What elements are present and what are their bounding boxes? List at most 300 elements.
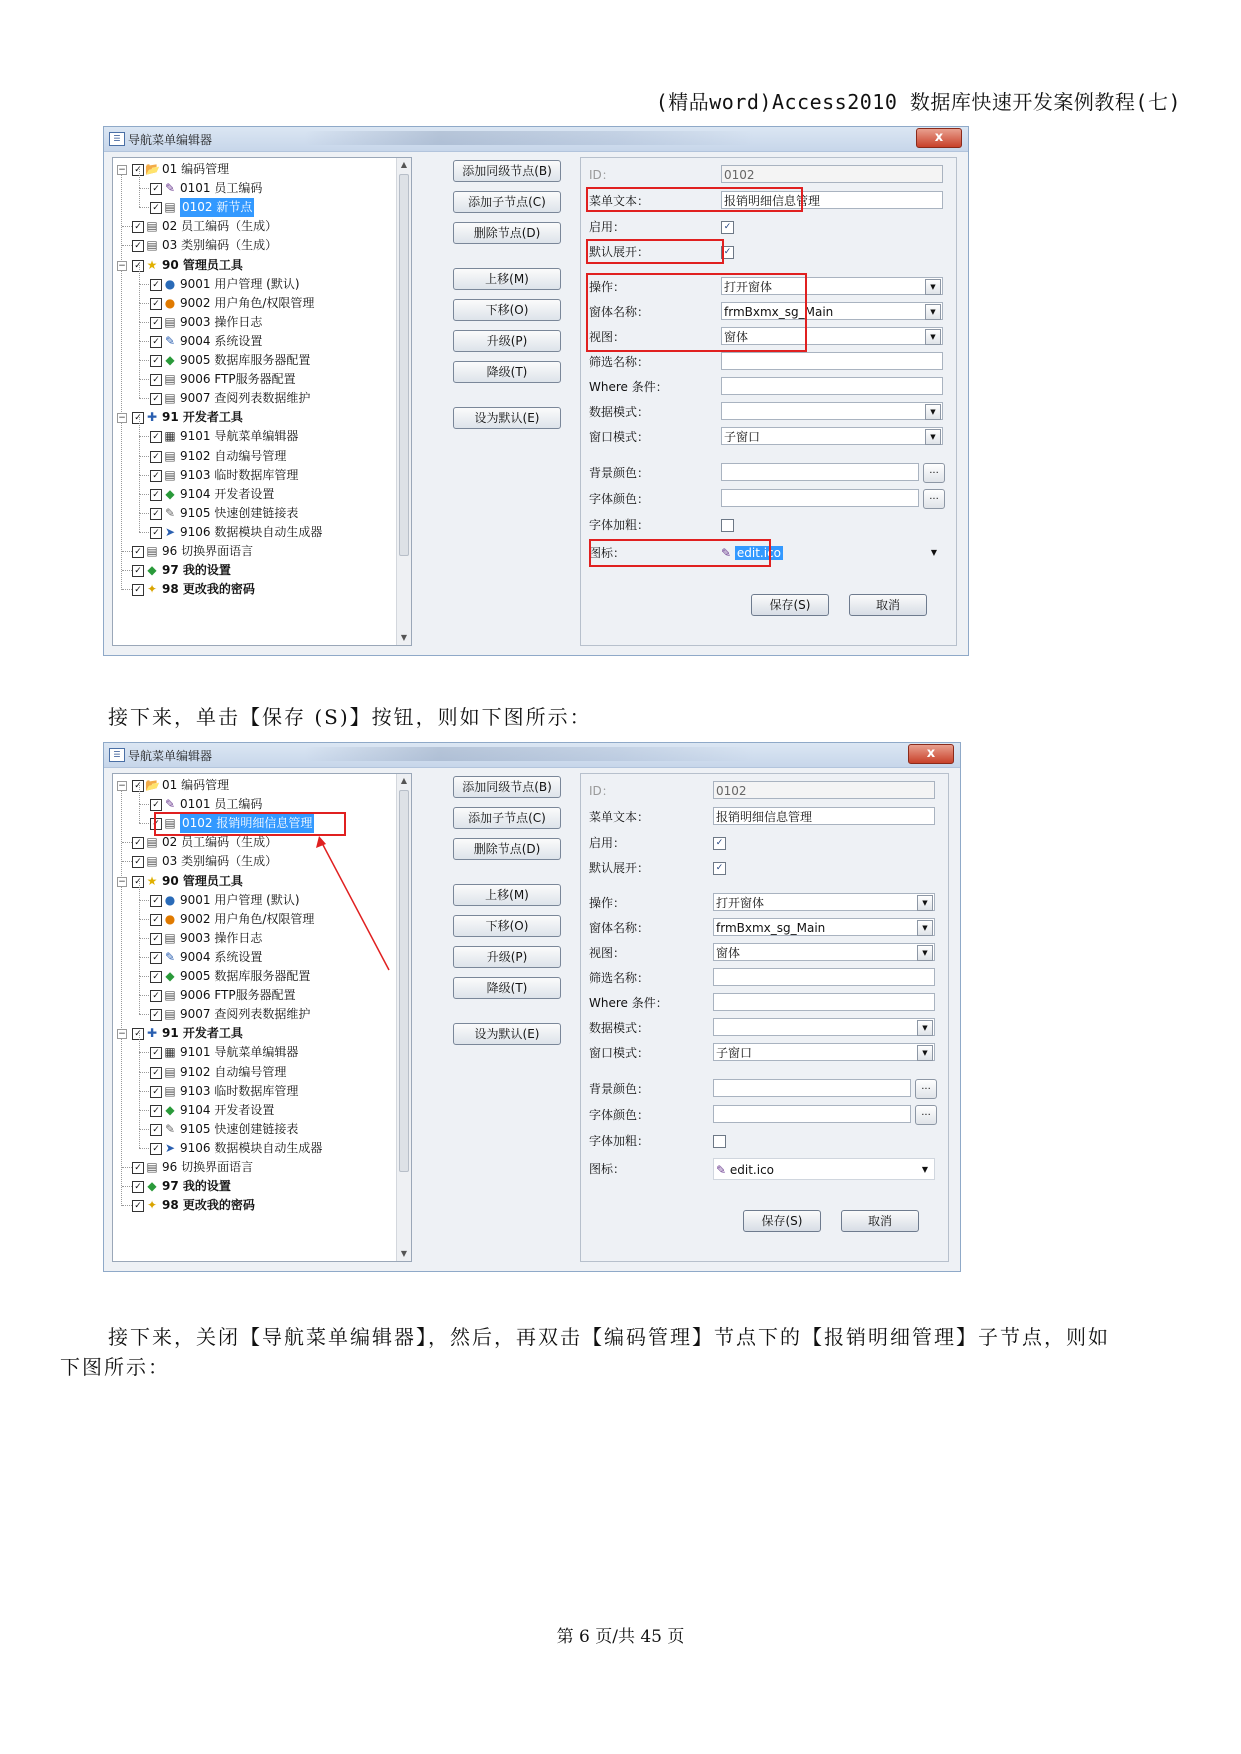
icon-select[interactable] [721, 542, 943, 564]
node-checkbox[interactable]: ✓ [132, 1028, 144, 1040]
close-button[interactable]: x [908, 744, 954, 764]
fontcolor-field[interactable] [713, 1105, 911, 1123]
set-default-button[interactable]: 设为默认(E) [453, 407, 561, 429]
edit-pencil-icon: ✎ [716, 1163, 727, 1177]
chevron-down-icon[interactable]: ▼ [921, 1165, 928, 1174]
tree-node-label: 9101 导航菜单编辑器 [180, 429, 299, 444]
node-checkbox[interactable]: ✓ [132, 837, 144, 849]
nav-menu-editor-window-1 [103, 126, 969, 656]
bold-checkbox[interactable] [721, 519, 734, 532]
node-checkbox[interactable]: ✓ [150, 317, 162, 329]
tree-node[interactable] [113, 872, 393, 891]
document-icon: ▤ [164, 200, 176, 215]
tree-node[interactable] [113, 1082, 393, 1101]
fontcolor-label: 字体颜色： [589, 1108, 650, 1122]
tree-guide-line [139, 995, 140, 1014]
tree-guide-line [122, 1205, 132, 1206]
tree-guide-line [139, 341, 140, 360]
tree-node-label: 9104 开发者设置 [180, 486, 275, 501]
id-field[interactable]: 0102 [713, 781, 935, 799]
collapse-toggle-icon[interactable]: − [118, 260, 126, 271]
tree-node-label: 9103 临时数据库管理 [180, 467, 299, 482]
action-label: 操作： [589, 280, 626, 294]
scroll-down-arrow-icon[interactable]: ▼ [400, 1249, 408, 1258]
tree-node[interactable] [113, 1139, 393, 1158]
add-child-button[interactable]: 添加子节点(C) [453, 191, 561, 213]
document-icon: ▤ [164, 1064, 176, 1079]
tree-guide-line [139, 169, 140, 188]
tree-node[interactable] [113, 217, 393, 236]
tree-node-label: 01 编码管理 [162, 162, 230, 176]
instruction-paragraph-1: 接下来，单击【保存 (S)】按钮，则如下图所示： [108, 705, 592, 729]
tree-node[interactable] [113, 351, 393, 370]
tree-node[interactable] [113, 929, 393, 948]
scroll-down-arrow-icon[interactable]: ▼ [400, 633, 408, 642]
folder-icon: 📂 [145, 162, 160, 176]
tree-node[interactable] [113, 236, 393, 255]
tree-guide-line [139, 881, 140, 900]
expand-checkbox[interactable]: ✓ [713, 862, 726, 875]
node-checkbox[interactable]: ✓ [150, 355, 162, 367]
edit-pencil-icon: ✎ [721, 546, 732, 560]
datamode-label: 数据模式： [589, 405, 650, 419]
edit-pencil-icon: ✎ [164, 333, 176, 348]
fontcolor-ellipsis-button[interactable]: ... [915, 1105, 937, 1125]
form-name-select[interactable] [721, 302, 943, 320]
form-name-value: frmBxmx_sg_Main [716, 921, 826, 935]
title-blur [304, 747, 754, 761]
node-checkbox[interactable]: ✓ [150, 1067, 162, 1079]
tree-node[interactable] [113, 523, 393, 542]
tree-node[interactable] [113, 408, 393, 427]
promote-button[interactable]: 升级(P) [453, 946, 561, 968]
tree-node[interactable] [113, 1177, 393, 1196]
bold-checkbox[interactable] [713, 1135, 726, 1148]
action-select[interactable] [721, 277, 943, 295]
tree-node[interactable] [113, 833, 393, 852]
nav-menu-editor-window-2 [103, 742, 961, 1272]
tree-node[interactable] [113, 795, 393, 814]
set-default-button[interactable]: 设为默认(E) [453, 1023, 561, 1045]
node-checkbox[interactable]: ✓ [132, 584, 144, 596]
tree-node[interactable] [113, 332, 393, 351]
view-select[interactable] [721, 327, 943, 345]
node-checkbox[interactable]: ✓ [150, 914, 162, 926]
tree-node[interactable] [113, 1043, 393, 1062]
tree-guide-line [139, 1091, 140, 1110]
tree-node[interactable] [113, 485, 393, 504]
node-checkbox[interactable]: ✓ [150, 183, 162, 195]
tree-node[interactable] [113, 160, 393, 179]
tree-guide-line [139, 322, 140, 341]
node-checkbox[interactable]: ✓ [150, 1124, 162, 1136]
move-up-button[interactable]: 上移(M) [453, 884, 561, 906]
scroll-up-arrow-icon[interactable]: ▲ [400, 160, 408, 169]
collapse-toggle-icon[interactable]: − [118, 413, 126, 424]
tree-guide-line [139, 1053, 140, 1072]
save-button[interactable]: 保存(S) [743, 1210, 821, 1232]
node-checkbox[interactable]: ✓ [132, 780, 144, 792]
document-icon: ▤ [164, 314, 176, 329]
enabled-label: 启用： [589, 836, 626, 850]
bgcolor-field[interactable] [721, 463, 919, 481]
tree-node[interactable] [113, 542, 393, 561]
tree-guide-line [139, 475, 140, 494]
node-checkbox[interactable]: ✓ [150, 1086, 162, 1098]
action-value: 打开窗体 [724, 280, 773, 294]
add-sibling-button[interactable]: 添加同级节点(B) [453, 160, 561, 182]
node-checkbox[interactable]: ✓ [150, 1143, 162, 1155]
form-name-label: 窗体名称： [589, 921, 650, 935]
cancel-button[interactable]: 取消 [841, 1210, 919, 1232]
edit-pencil-icon: ✎ [164, 949, 176, 964]
star-icon: ★ [146, 873, 158, 888]
collapse-toggle-icon[interactable]: − [118, 876, 126, 887]
star-icon: ★ [146, 257, 158, 272]
tree-node[interactable] [113, 313, 393, 332]
expand-label: 默认展开： [589, 245, 650, 259]
close-button[interactable]: x [916, 128, 962, 148]
where-field[interactable] [713, 993, 935, 1011]
tree-node[interactable] [113, 427, 393, 446]
icon-label: 图标： [589, 1162, 626, 1176]
tree-node[interactable] [113, 776, 393, 795]
tree-guide-line [122, 245, 132, 246]
window-title: 导航菜单编辑器 [128, 749, 213, 763]
gear-icon: ◆ [165, 1102, 175, 1117]
node-checkbox[interactable]: ✓ [150, 990, 162, 1002]
collapse-toggle-icon[interactable]: − [118, 781, 126, 791]
tree-node-label: 9002 用户角色/权限管理 [180, 295, 315, 310]
tree-node[interactable] [113, 1101, 393, 1120]
menu-text-field[interactable]: 报销明细信息管理 [721, 191, 943, 209]
winmode-value: 子窗口 [724, 430, 761, 444]
delete-node-button[interactable]: 删除节点(D) [453, 838, 561, 860]
page-header: (精品word)Access2010 数据库快速开发案例教程(七) [655, 90, 1181, 114]
form-name-select[interactable] [713, 918, 935, 936]
tree-node[interactable] [113, 256, 393, 275]
tree-guide-line [139, 1110, 140, 1129]
instruction-paragraph-2-line-2: 下图所示： [60, 1355, 170, 1379]
tree-node-label: 9007 查阅列表数据维护 [180, 391, 311, 406]
tree-guide-line [139, 265, 140, 284]
demote-button[interactable]: 降级(T) [453, 977, 561, 999]
view-select[interactable] [713, 943, 935, 961]
instruction-paragraph-2-line-1: 接下来，关闭【导航菜单编辑器】，然后，再双击【编码管理】节点下的【报销明细管理】子节点，则如 [108, 1325, 1110, 1349]
tree-node[interactable] [113, 948, 393, 967]
arrow-icon: ➤ [164, 524, 176, 539]
node-checkbox[interactable]: ✓ [150, 451, 162, 463]
node-checkbox[interactable]: ✓ [132, 260, 144, 272]
chevron-down-icon[interactable]: ▼ [917, 895, 933, 911]
tree-scrollbar[interactable] [396, 158, 411, 645]
chevron-down-icon[interactable]: ▼ [917, 1045, 933, 1061]
node-checkbox[interactable]: ✓ [150, 279, 162, 291]
tree-node[interactable] [113, 891, 393, 910]
id-label: ID： [589, 168, 614, 182]
winmode-select[interactable] [721, 427, 943, 445]
node-checkbox[interactable]: ✓ [150, 1105, 162, 1117]
title-bar [104, 743, 960, 768]
node-checkbox[interactable]: ✓ [132, 164, 144, 176]
tree-node[interactable] [113, 986, 393, 1005]
tree-node-label: 9102 自动编号管理 [180, 1064, 287, 1079]
tree-guide-line [139, 360, 140, 379]
node-checkbox[interactable]: ✓ [150, 952, 162, 964]
tree-guide-line [139, 284, 140, 303]
tree-node-label: 9002 用户角色/权限管理 [180, 911, 315, 926]
datamode-select[interactable] [721, 402, 943, 420]
filter-label: 筛选名称： [589, 971, 650, 985]
tree-node-label: 02 员工编码（生成） [162, 219, 278, 234]
tree-node[interactable] [113, 814, 393, 833]
add-sibling-button[interactable]: 添加同级节点(B) [453, 776, 561, 798]
properties-panel [580, 157, 957, 646]
tree-node[interactable] [113, 504, 393, 523]
chevron-down-icon[interactable]: ▼ [917, 920, 933, 936]
node-checkbox[interactable]: ✓ [132, 1162, 144, 1174]
chevron-down-icon[interactable]: ▼ [925, 329, 941, 345]
scroll-thumb[interactable] [399, 790, 409, 1172]
node-checkbox[interactable]: ✓ [150, 336, 162, 348]
arrow-icon: ➤ [164, 1140, 176, 1155]
menu-text-field[interactable]: 报销明细信息管理 [713, 807, 935, 825]
tools-icon: ✚ [146, 410, 158, 425]
node-checkbox[interactable]: ✓ [132, 876, 144, 888]
node-checkbox[interactable]: ✓ [150, 374, 162, 386]
node-checkbox[interactable]: ✓ [132, 412, 144, 424]
form-name-value: frmBxmx_sg_Main [724, 305, 834, 319]
tree-node[interactable] [113, 389, 393, 408]
title-blur [304, 131, 754, 145]
view-label: 视图： [589, 946, 626, 960]
icon-value: edit.ico [736, 546, 782, 560]
tree-node[interactable] [113, 466, 393, 485]
tree-guide-line [122, 1167, 132, 1168]
node-checkbox[interactable]: ✓ [150, 298, 162, 310]
tree-node[interactable] [113, 179, 393, 198]
filter-label: 筛选名称： [589, 355, 650, 369]
gear-icon: ◆ [165, 353, 175, 367]
node-checkbox[interactable]: ✓ [132, 221, 144, 233]
user-icon: ● [164, 911, 176, 926]
chevron-down-icon[interactable]: ▼ [930, 548, 937, 557]
tree-guide-line [139, 494, 140, 513]
chevron-down-icon[interactable]: ▼ [917, 1020, 933, 1036]
tree-node-label: 98 更改我的密码 [162, 582, 255, 597]
tree-node[interactable] [113, 1158, 393, 1177]
properties-panel [580, 773, 949, 1262]
tree-guide-line [139, 188, 140, 207]
node-checkbox[interactable]: ✓ [132, 240, 144, 252]
chevron-down-icon[interactable]: ▼ [925, 404, 941, 420]
tree-node[interactable] [113, 1196, 393, 1215]
tree-node-label: 03 类别编码（生成） [162, 854, 278, 869]
document-icon: ▤ [146, 544, 158, 558]
tree-node[interactable] [113, 294, 393, 313]
collapse-toggle-icon[interactable]: − [118, 1029, 126, 1040]
document-icon: ▤ [164, 467, 176, 482]
save-button[interactable]: 保存(S) [751, 594, 829, 616]
document-icon: ▤ [164, 816, 176, 831]
tree-node-label: 90 管理员工具 [162, 873, 243, 888]
bgcolor-ellipsis-button[interactable]: ... [915, 1079, 937, 1099]
tree-guide-line [122, 226, 132, 227]
tree-node[interactable] [113, 910, 393, 929]
tree-node[interactable] [113, 1063, 393, 1082]
tree-node-label: 9101 导航菜单编辑器 [180, 1045, 299, 1060]
tree-node-label: 9005 数据库服务器配置 [180, 969, 311, 983]
tree-node[interactable] [113, 967, 393, 986]
tree-guide-line [122, 570, 132, 571]
node-checkbox[interactable]: ✓ [150, 470, 162, 482]
node-checkbox[interactable]: ✓ [150, 202, 162, 214]
tree-node-label: 9004 系统设置 [180, 333, 263, 348]
tree-guide-line [139, 303, 140, 322]
document-icon: ▤ [164, 930, 176, 945]
tree-node-label: 9102 自动编号管理 [180, 448, 287, 463]
tree-node[interactable] [113, 198, 393, 217]
node-checkbox[interactable]: ✓ [150, 799, 162, 811]
tree-node[interactable] [113, 580, 393, 599]
expand-checkbox[interactable]: ✓ [721, 246, 734, 259]
node-checkbox[interactable]: ✓ [150, 933, 162, 945]
tree-node-label: 9006 FTP服务器配置 [180, 988, 296, 1003]
chevron-down-icon[interactable]: ▼ [917, 945, 933, 961]
fontcolor-ellipsis-button[interactable]: ... [923, 489, 945, 509]
chevron-down-icon[interactable]: ▼ [925, 279, 941, 295]
where-field[interactable] [721, 377, 943, 395]
tree-guide-line [122, 1186, 132, 1187]
node-checkbox[interactable]: ✓ [150, 508, 162, 520]
tree-guide-line [139, 456, 140, 475]
document-icon: ▤ [146, 238, 158, 253]
document-icon: ▤ [146, 219, 158, 234]
tree-guide-line [139, 1129, 140, 1148]
edit-pencil-icon: ✎ [164, 797, 176, 812]
tree-guide-line [122, 842, 132, 843]
tools-icon: ✚ [146, 1026, 158, 1041]
window-title: 导航菜单编辑器 [128, 133, 213, 147]
icon-select[interactable] [713, 1158, 935, 1180]
tree-node-label: 9103 临时数据库管理 [180, 1083, 299, 1098]
view-label: 视图： [589, 330, 626, 344]
tree-node[interactable] [113, 370, 393, 389]
gear-icon: ◆ [147, 1179, 157, 1194]
edit-pencil-icon: ✎ [164, 505, 176, 520]
chevron-down-icon[interactable]: ▼ [925, 304, 941, 320]
tree-node[interactable] [113, 1024, 393, 1043]
node-checkbox[interactable]: ✓ [150, 431, 162, 443]
datamode-label: 数据模式： [589, 1021, 650, 1035]
id-field[interactable]: 0102 [721, 165, 943, 183]
tree-node-label: 9001 用户管理 (默认) [180, 892, 300, 907]
document-icon: ▤ [146, 835, 158, 850]
document-icon: ▤ [164, 1007, 176, 1022]
datamode-select[interactable] [713, 1018, 935, 1036]
tree-node-label: 9105 快速创建链接表 [180, 1121, 299, 1136]
menu-tree[interactable] [112, 157, 412, 646]
node-checkbox[interactable]: ✓ [150, 818, 162, 830]
filter-field[interactable] [713, 968, 935, 986]
add-child-button[interactable]: 添加子节点(C) [453, 807, 561, 829]
node-checkbox[interactable]: ✓ [150, 393, 162, 405]
node-checkbox[interactable]: ✓ [150, 895, 162, 907]
tree-node-label: 0102 新节点 [180, 198, 254, 217]
action-label: 操作： [589, 896, 626, 910]
node-checkbox[interactable]: ✓ [150, 489, 162, 501]
demote-button[interactable]: 降级(T) [453, 361, 561, 383]
menu-tree[interactable] [112, 773, 412, 1262]
filter-field[interactable] [721, 352, 943, 370]
document-icon: ▤ [164, 391, 176, 406]
node-checkbox[interactable]: ✓ [150, 1009, 162, 1021]
bgcolor-label: 背景颜色： [589, 466, 650, 480]
tree-scrollbar[interactable] [396, 774, 411, 1261]
tree-node-label: 97 我的设置 [162, 563, 231, 578]
promote-button[interactable]: 升级(P) [453, 330, 561, 352]
node-checkbox[interactable]: ✓ [150, 1047, 162, 1059]
delete-node-button[interactable]: 删除节点(D) [453, 222, 561, 244]
action-value: 打开窗体 [716, 896, 765, 910]
node-checkbox[interactable]: ✓ [132, 1200, 144, 1212]
collapse-toggle-icon[interactable]: − [118, 165, 126, 175]
menu-text-label: 菜单文本： [589, 810, 650, 824]
scroll-thumb[interactable] [399, 174, 409, 556]
tree-node-label: 9105 快速创建链接表 [180, 505, 299, 520]
enabled-checkbox[interactable]: ✓ [713, 837, 726, 850]
tree-node[interactable] [113, 852, 393, 871]
tree-node[interactable] [113, 447, 393, 466]
tree-node-label: 97 我的设置 [162, 1179, 231, 1194]
tree-node-label: 9004 系统设置 [180, 949, 263, 964]
node-checkbox[interactable]: ✓ [132, 546, 144, 558]
tree-node[interactable] [113, 1120, 393, 1139]
where-label: Where 条件： [589, 996, 668, 1010]
bgcolor-field[interactable] [713, 1079, 911, 1097]
winmode-select[interactable] [713, 1043, 935, 1061]
icon-label: 图标： [589, 546, 626, 560]
tree-guide-line [122, 589, 132, 590]
tree-guide-line [139, 417, 140, 436]
node-checkbox[interactable]: ✓ [132, 856, 144, 868]
bgcolor-ellipsis-button[interactable]: ... [923, 463, 945, 483]
node-checkbox[interactable]: ✓ [150, 527, 162, 539]
form-name-label: 窗体名称： [589, 305, 650, 319]
move-down-button[interactable]: 下移(O) [453, 299, 561, 321]
action-select[interactable] [713, 893, 935, 911]
grid-icon: ▦ [164, 429, 176, 444]
scroll-up-arrow-icon[interactable]: ▲ [400, 776, 408, 785]
chevron-down-icon[interactable]: ▼ [925, 429, 941, 445]
tree-guide-line [122, 551, 132, 552]
move-down-button[interactable]: 下移(O) [453, 915, 561, 937]
tree-guide-line [139, 437, 140, 456]
fontcolor-field[interactable] [721, 489, 919, 507]
move-up-button[interactable]: 上移(M) [453, 268, 561, 290]
tree-guide-line [139, 1033, 140, 1052]
tree-node[interactable] [113, 1005, 393, 1024]
node-checkbox[interactable]: ✓ [150, 971, 162, 983]
tree-node[interactable] [113, 561, 393, 580]
enabled-checkbox[interactable]: ✓ [721, 221, 734, 234]
node-checkbox[interactable]: ✓ [132, 565, 144, 577]
tree-node[interactable] [113, 275, 393, 294]
cancel-button[interactable]: 取消 [849, 594, 927, 616]
tree-node-label: 0102 报销明细信息管理 [180, 814, 314, 833]
node-checkbox[interactable]: ✓ [132, 1181, 144, 1193]
bgcolor-label: 背景颜色： [589, 1082, 650, 1096]
